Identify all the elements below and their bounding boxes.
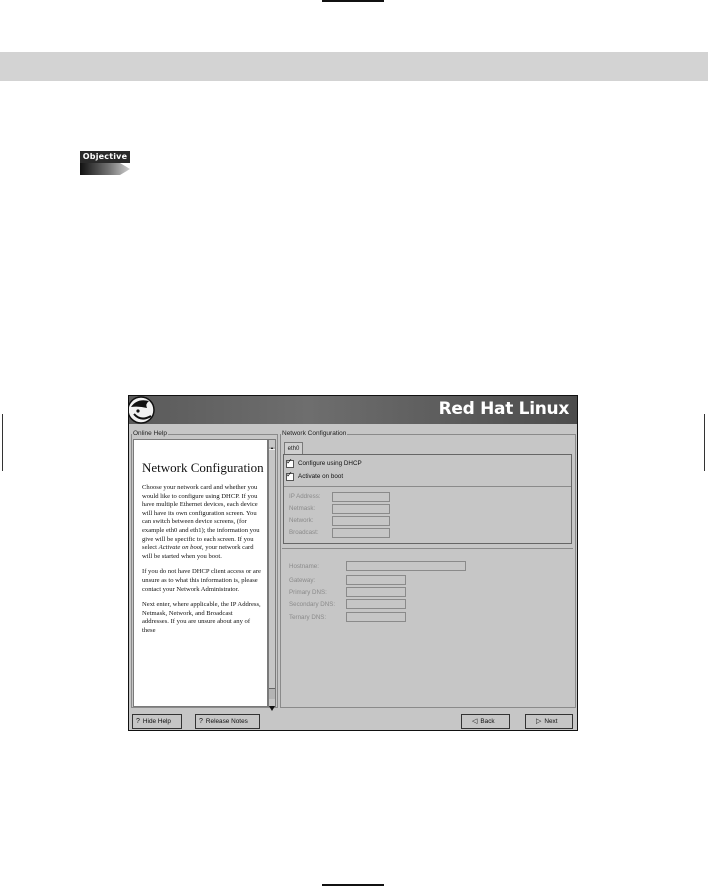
broadcast-label: Broadcast:	[289, 529, 319, 536]
network-label: Network:	[289, 517, 314, 524]
back-label: Back	[480, 718, 495, 725]
primary-dns-field[interactable]	[346, 587, 406, 597]
gateway-label: Gateway:	[289, 577, 316, 584]
activate-on-boot-row[interactable]	[286, 469, 344, 481]
hide-help-button[interactable]	[132, 714, 182, 729]
help-paragraph: Next enter, where applicable, the IP Address, Netmask, Network, and Broadcast addresses. If you are unsure about any of these	[142, 601, 261, 634]
network-field[interactable]	[332, 516, 390, 526]
activate-on-boot-checkbox[interactable]: ✓	[286, 469, 293, 479]
hostname-field[interactable]	[346, 561, 466, 571]
next-arrow-icon: ▷	[536, 718, 542, 725]
netmask-label: Netmask:	[289, 505, 316, 512]
hide-help-label: Hide Help	[142, 718, 171, 725]
release-notes-label: Release Notes	[205, 718, 248, 725]
secondary-dns-field[interactable]	[346, 599, 406, 609]
ternary-dns-field[interactable]	[346, 612, 406, 622]
help-paragraph: If you do not have DHCP client access or are unsure as to what this information is, please contact your Network Administrator.	[142, 568, 261, 593]
secondary-dns-label: Secondary DNS:	[289, 601, 336, 608]
ip-address-field[interactable]	[332, 492, 390, 502]
tab-eth0[interactable]: eth0	[284, 442, 303, 455]
network-config-title: Network Configuration	[282, 430, 347, 437]
page-top-rule	[322, 0, 384, 2]
back-button[interactable]	[461, 714, 510, 729]
installer-banner	[129, 396, 577, 424]
objective-arrow-icon	[80, 163, 130, 175]
gateway-field[interactable]	[346, 575, 406, 585]
help-question-icon: ?	[136, 718, 140, 725]
next-button[interactable]	[525, 714, 573, 729]
panel-divider	[284, 486, 571, 487]
objective-badge	[80, 151, 130, 175]
help-paragraph: Choose your network card and whether you would like to configure using DHCP. If you have multiple Ethernet devices, each device will have its own configuration screen. You can switch between device screens, (for example eth0 and eth1); the information you give will be specific to each screen. If you select Activate on boot, your network card will be started when you boot.	[142, 484, 260, 560]
right-margin-mark	[704, 414, 705, 471]
page-bottom-rule	[322, 884, 384, 886]
ip-address-label: IP Address:	[289, 493, 321, 500]
online-help-title: Online Help	[133, 430, 167, 437]
netmask-field[interactable]	[332, 504, 390, 514]
release-notes-button[interactable]	[195, 714, 260, 729]
scroll-down-arrow-icon[interactable]	[269, 699, 275, 706]
scroll-up-arrow-icon[interactable]	[269, 440, 275, 447]
primary-dns-label: Primary DNS:	[289, 589, 327, 596]
broadcast-field[interactable]	[332, 528, 390, 538]
back-arrow-icon: ◁	[472, 718, 478, 725]
online-help-text[interactable]	[133, 439, 268, 707]
installer-screenshot	[128, 395, 578, 731]
dhcp-checkbox-label: Configure using DHCP	[298, 460, 362, 467]
hostname-label: Hostname:	[289, 563, 319, 570]
dhcp-checkbox[interactable]: ✓	[286, 456, 293, 466]
help-heading: Network Configuration	[142, 460, 264, 475]
objective-label: Objective	[80, 151, 130, 163]
redhat-shadowman-icon	[129, 396, 163, 430]
section-divider	[282, 548, 573, 549]
left-margin-mark	[2, 414, 3, 471]
ternary-dns-label: Ternary DNS:	[289, 614, 327, 621]
section-header-band	[0, 52, 708, 81]
scroll-thumb[interactable]	[269, 449, 275, 689]
help-scrollbar[interactable]	[268, 439, 276, 707]
next-label: Next	[544, 718, 558, 725]
dhcp-checkbox-row[interactable]	[286, 456, 362, 468]
activate-on-boot-label: Activate on boot	[298, 473, 344, 480]
brand-title: Red Hat Linux	[438, 399, 569, 419]
notes-question-icon: ?	[199, 718, 203, 725]
